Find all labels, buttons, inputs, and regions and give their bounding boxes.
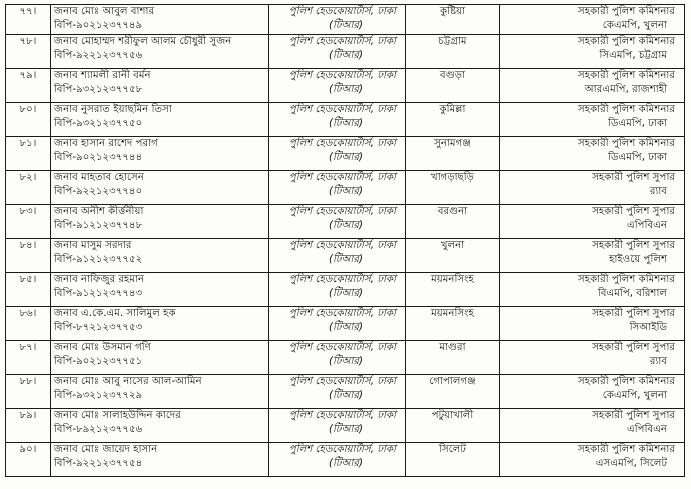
posting-cell xyxy=(500,341,685,375)
current-office-unit: (টিআর) xyxy=(329,424,363,435)
posting-designation: সহকারী পুলিশ কমিশনার xyxy=(578,36,675,47)
home-district: বরগুনা xyxy=(406,205,500,239)
current-office: পুলিশ হেডকোয়ার্টার্স, ঢাকা xyxy=(288,410,396,421)
table-row xyxy=(6,69,685,103)
posting-unit: এপিবিএন xyxy=(627,424,667,435)
officer-name: জনাব মোঃ আবুল বাশার xyxy=(54,6,155,17)
serial-number: ৮১। xyxy=(6,137,51,171)
current-office-cell xyxy=(269,273,406,307)
officer-bp-number: বিপি-৮৯২১২৩৭৭৫৬ xyxy=(54,424,143,435)
posting-designation: সহকারী পুলিশ কমিশনার xyxy=(578,138,675,149)
current-office-cell xyxy=(269,239,406,273)
home-district: পটুয়াখালী xyxy=(406,409,500,443)
current-office-cell xyxy=(269,307,406,341)
serial-number: ৭৯। xyxy=(6,69,51,103)
officer-bp-number: বিপি-৯০২১২৩৭৭৫১ xyxy=(54,356,143,367)
current-office-unit: (টিআর) xyxy=(329,254,363,265)
posting-designation: সহকারী পুলিশ সুপার xyxy=(592,308,675,319)
posting-unit: এপিবিএন xyxy=(627,220,667,231)
posting-designation: সহকারী পুলিশ কমিশনার xyxy=(578,444,675,455)
current-office: পুলিশ হেডকোয়ার্টার্স, ঢাকা xyxy=(288,172,396,183)
current-office-cell xyxy=(269,341,406,375)
officer-bp-number: বিপি-৯২২১২৩৭৭৫৬ xyxy=(54,50,143,61)
posting-unit: কেএমপি, খুলনা xyxy=(602,20,667,31)
table-row xyxy=(6,103,685,137)
posting-designation: সহকারী পুলিশ সুপার xyxy=(592,342,675,353)
posting-designation: সহকারী পুলিশ সুপার xyxy=(592,410,675,421)
officer-cell xyxy=(51,5,269,35)
officer-cell xyxy=(51,273,269,307)
posting-designation: সহকারী পুলিশ কমিশনার xyxy=(578,70,675,81)
posting-unit: কেএমপি, খুলনা xyxy=(602,390,667,401)
current-office: পুলিশ হেডকোয়ার্টার্স, ঢাকা xyxy=(288,342,396,353)
posting-unit: ডিএমপি, ঢাকা xyxy=(608,152,667,163)
current-office: পুলিশ হেডকোয়ার্টার্স, ঢাকা xyxy=(288,206,396,217)
posting-cell xyxy=(500,409,685,443)
current-office-cell xyxy=(269,103,406,137)
officer-bp-number: বিপি-৯৩২১২৩৭৭৫৮ xyxy=(54,84,143,95)
posting-cell xyxy=(500,69,685,103)
officer-name: জনাব মোহাম্মদ শরীফুল আলম চৌধুরী সুজন xyxy=(54,36,232,47)
current-office: পুলিশ হেডকোয়ার্টার্স, ঢাকা xyxy=(288,274,396,285)
current-office-unit: (টিআর) xyxy=(329,356,363,367)
officer-cell xyxy=(51,137,269,171)
officer-bp-number: বিপি-৯২২১২৩৭৭৫৪ xyxy=(54,458,143,469)
officer-name: জনাব মোঃ সালাহউদ্দিন কাদের xyxy=(54,410,181,421)
officer-name: জনাব অনীশ কীর্ত্তনীয়া xyxy=(54,206,144,217)
serial-number: ৮২। xyxy=(6,171,51,205)
serial-number: ৮৩। xyxy=(6,205,51,239)
serial-number: ৮৭। xyxy=(6,341,51,375)
table-row xyxy=(6,205,685,239)
posting-cell xyxy=(500,307,685,341)
posting-unit: র‌্যাব xyxy=(649,186,667,197)
posting-table-body xyxy=(6,5,685,477)
serial-number: ৮০। xyxy=(6,103,51,137)
officer-bp-number: বিপি-৯৩২১২৩৭৭৫০ xyxy=(54,118,143,129)
officer-cell xyxy=(51,443,269,477)
officer-cell xyxy=(51,69,269,103)
current-office: পুলিশ হেডকোয়ার্টার্স, ঢাকা xyxy=(288,104,396,115)
posting-unit: ডিএমপি, ঢাকা xyxy=(608,118,667,129)
posting-cell xyxy=(500,205,685,239)
posting-designation: সহকারী পুলিশ কমিশনার xyxy=(578,6,675,17)
table-row xyxy=(6,171,685,205)
table-row xyxy=(6,341,685,375)
current-office-cell xyxy=(269,5,406,35)
posting-designation: সহকারী পুলিশ সুপার xyxy=(592,206,675,217)
home-district: কুষ্টিয়া xyxy=(406,5,500,35)
officer-bp-number: বিপি-৯১২১২৩৭৭৪৩ xyxy=(54,288,143,299)
current-office-unit: (টিআর) xyxy=(329,84,363,95)
serial-number: ৮৫। xyxy=(6,273,51,307)
serial-number: ৮৬। xyxy=(6,307,51,341)
officer-cell xyxy=(51,103,269,137)
serial-number: ৭৮। xyxy=(6,35,51,69)
current-office-cell xyxy=(269,137,406,171)
home-district: ময়মনসিংহ xyxy=(406,307,500,341)
officer-name: জনাব শ্যামলী রানী বর্মন xyxy=(54,70,151,81)
table-row xyxy=(6,409,685,443)
table-row xyxy=(6,443,685,477)
posting-designation: সহকারী পুলিশ সুপার xyxy=(592,240,675,251)
officer-name: জনাব মাসুম সরদার xyxy=(54,240,132,251)
home-district: খুলনা xyxy=(406,239,500,273)
current-office-unit: (টিআর) xyxy=(329,152,363,163)
current-office-unit: (টিআর) xyxy=(329,288,363,299)
officer-bp-number: বিপি-৯০২১২৩৭৭৪৯ xyxy=(54,20,143,31)
table-row xyxy=(6,375,685,409)
posting-designation: সহকারী পুলিশ কমিশনার xyxy=(578,104,675,115)
table-row xyxy=(6,5,685,35)
current-office: পুলিশ হেডকোয়ার্টার্স, ঢাকা xyxy=(288,36,396,47)
officer-name: জনাব হাসান রাশেদ পরাগ xyxy=(54,138,158,149)
posting-cell xyxy=(500,273,685,307)
officer-bp-number: বিপি-৯১২১২৩৭৭৫২ xyxy=(54,254,143,265)
officer-cell xyxy=(51,239,269,273)
posting-cell xyxy=(500,171,685,205)
table-row xyxy=(6,137,685,171)
home-district: সুনামগঞ্জ xyxy=(406,137,500,171)
home-district: চট্টগ্রাম xyxy=(406,35,500,69)
officer-bp-number: বিপি-৯২২১২৩৭৭৪০ xyxy=(54,186,143,197)
posting-cell xyxy=(500,137,685,171)
home-district: ময়মনসিংহ xyxy=(406,273,500,307)
home-district: কুমিল্লা xyxy=(406,103,500,137)
officer-cell xyxy=(51,307,269,341)
officer-cell xyxy=(51,341,269,375)
home-district: মাগুরা xyxy=(406,341,500,375)
serial-number: ৯০। xyxy=(6,443,51,477)
posting-unit: সিআইডি xyxy=(629,322,667,333)
officer-cell xyxy=(51,171,269,205)
officer-name: জনাব এ.কে.এম. সালিমুল হক xyxy=(54,308,176,319)
current-office-cell xyxy=(269,409,406,443)
posting-designation: সহকারী পুলিশ কমিশনার xyxy=(578,274,675,285)
posting-unit: বিএমপি, বরিশাল xyxy=(597,288,667,299)
current-office-cell xyxy=(269,171,406,205)
officer-name: জনাব মোঃ জায়েদ হাসান xyxy=(54,444,158,455)
posting-designation: সহকারী পুলিশ সুপার xyxy=(592,172,675,183)
serial-number: ৭৭। xyxy=(6,5,51,35)
current-office-unit: (টিআর) xyxy=(329,118,363,129)
current-office-cell xyxy=(269,69,406,103)
current-office-unit: (টিআর) xyxy=(329,390,363,401)
posting-unit: এসএমপি, সিলেট xyxy=(595,458,667,469)
table-row xyxy=(6,239,685,273)
current-office-unit: (টিআর) xyxy=(329,50,363,61)
current-office-unit: (টিআর) xyxy=(329,186,363,197)
current-office: পুলিশ হেডকোয়ার্টার্স, ঢাকা xyxy=(288,6,396,17)
current-office: পুলিশ হেডকোয়ার্টার্স, ঢাকা xyxy=(288,138,396,149)
table-row xyxy=(6,307,685,341)
posting-cell xyxy=(500,103,685,137)
posting-cell xyxy=(500,35,685,69)
officer-name: জনাব নুসরাত ইয়াছমিন তিসা xyxy=(54,104,172,115)
home-district: খাগড়াছড়ি xyxy=(406,171,500,205)
serial-number: ৮৯। xyxy=(6,409,51,443)
posting-designation: সহকারী পুলিশ কমিশনার xyxy=(578,376,675,387)
posting-unit: হাইওয়ে পুলিশ xyxy=(609,254,667,265)
current-office: পুলিশ হেডকোয়ার্টার্স, ঢাকা xyxy=(288,240,396,251)
current-office: পুলিশ হেডকোয়ার্টার্স, ঢাকা xyxy=(288,70,396,81)
home-district: সিলেট xyxy=(406,443,500,477)
posting-unit: সিএমপি, চট্টগ্রাম xyxy=(599,50,667,61)
serial-number: ৮৮। xyxy=(6,375,51,409)
current-office-cell xyxy=(269,375,406,409)
officer-name: জনাব মোঃ আবু নাসের আল-আমিন xyxy=(54,376,202,387)
officer-cell xyxy=(51,375,269,409)
current-office-unit: (টিআর) xyxy=(329,322,363,333)
current-office: পুলিশ হেডকোয়ার্টার্স, ঢাকা xyxy=(288,308,396,319)
posting-table xyxy=(5,4,685,477)
current-office-cell xyxy=(269,443,406,477)
posting-cell xyxy=(500,239,685,273)
officer-bp-number: বিপি-৯৩২১২৩৭৭২৯ xyxy=(54,390,143,401)
officer-bp-number: বিপি-৯০২১২৩৭৭৪৪ xyxy=(54,152,143,163)
officer-name: জনাব মোঃ উসমান গণি xyxy=(54,342,151,353)
posting-cell xyxy=(500,375,685,409)
officer-name: জনাব মাহতাব হোসেন xyxy=(54,172,144,183)
current-office-unit: (টিআর) xyxy=(329,458,363,469)
serial-number: ৮৪। xyxy=(6,239,51,273)
current-office-cell xyxy=(269,35,406,69)
home-district: বগুড়া xyxy=(406,69,500,103)
current-office-unit: (টিআর) xyxy=(329,20,363,31)
posting-cell xyxy=(500,5,685,35)
officer-name: জনাব নাফিজুর রহমান xyxy=(54,274,145,285)
officer-bp-number: বিপি-৮৭২১২৩৭৭৫৩ xyxy=(54,322,143,333)
table-row xyxy=(6,35,685,69)
posting-unit: আরএমপি, রাজশাহী xyxy=(584,84,667,95)
officer-cell xyxy=(51,205,269,239)
officer-cell xyxy=(51,35,269,69)
officer-cell xyxy=(51,409,269,443)
current-office: পুলিশ হেডকোয়ার্টার্স, ঢাকা xyxy=(288,444,396,455)
table-row xyxy=(6,273,685,307)
posting-cell xyxy=(500,443,685,477)
current-office: পুলিশ হেডকোয়ার্টার্স, ঢাকা xyxy=(288,376,396,387)
current-office-unit: (টিআর) xyxy=(329,220,363,231)
current-office-cell xyxy=(269,205,406,239)
officer-bp-number: বিপি-৯১২১২৩৭৭৪৮ xyxy=(54,220,143,231)
posting-unit: র‌্যাব xyxy=(649,356,667,367)
home-district: গোপালগঞ্জ xyxy=(406,375,500,409)
